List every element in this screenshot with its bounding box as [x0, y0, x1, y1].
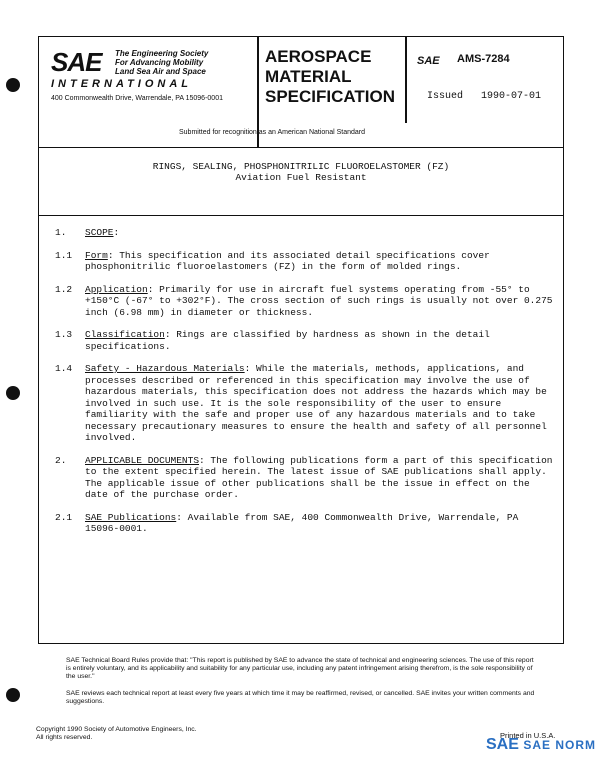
ansi-submission-note: Submitted for recognition as an American National Standard [179, 129, 365, 136]
document-frame [38, 36, 564, 644]
section-1-2: 1.2 Application: Primarily for use in aircraft fuel systems operating from -55° to +150°C (-67° to +302°F). The cross section of such rings is usually not over 0.275 inch (6.98 mm) in diameter or thickness. [55, 283, 553, 318]
section-1-4: 1.4 Safety - Hazardous Materials: While the materials, methods, applications, and processes described or referenced in this specification may involve the use of hazardous materials, this specification does not address the hazards which may be involved in such use. It is the sole responsibility of the user to ensure familiarity with the safe and proper use of any hazardous materials and to take necessary precautionary measures to ensure the health and safety of all personnel involved. [55, 363, 547, 443]
binder-hole-bottom [6, 688, 20, 702]
spec-subtitle: Aviation Fuel Resistant [235, 172, 367, 183]
spec-title-band [39, 147, 563, 216]
technical-board-rules: SAE Technical Board Rules provide that: "This report is published by SAE to advance the state of technical and engineering sciences. The use of this report is entirely voluntary, and its applicability and suitability for any particular use, including any patent infringement arising therefrom, is the sole responsibility of the user." [66, 657, 534, 680]
document-header [39, 37, 563, 148]
spec-type-title: AEROSPACE MATERIAL SPECIFICATION [265, 47, 396, 106]
review-notice: SAE reviews each technical report at least every five years at which time it may be reaffirmed, revised, or cancelled. SAE invites your written comments and suggestions. [66, 690, 535, 705]
section-2-1: 2.1 SAE Publications: Available from SAE, 400 Commonwealth Drive, Warrendale, PA 15096-0001. [55, 511, 519, 534]
printed-in-usa: Printed in U.S.A. [500, 731, 556, 740]
sae-norm-watermark: SAE SAE NORM [486, 736, 597, 753]
sae-address: 400 Commonwealth Drive, Warrendale, PA 15096-0001 [51, 95, 223, 102]
section-2: 2. APPLICABLE DOCUMENTS: The following publications form a part of this specification to the extent specified herein. The latest issue of SAE publications shall apply. The applicable issue of other publications shall be the issue in effect on the date of the purchase order. [55, 454, 553, 500]
spec-body [55, 227, 555, 546]
binder-hole-middle [6, 386, 20, 400]
ams-number: AMS-7284 [457, 53, 510, 65]
international-label: INTERNATIONAL [51, 78, 193, 90]
ams-number-box [407, 37, 563, 147]
section-1: 1. SCOPE: [55, 227, 120, 238]
copyright-notice: Copyright 1990 Society of Automotive Engineers, Inc. All rights reserved. [36, 726, 197, 741]
spec-title: RINGS, SEALING, PHOSPHONITRILIC FLUOROELASTOMER (FZ) [152, 161, 450, 172]
issue-date: Issued 1990-07-01 [427, 91, 542, 102]
sae-logo: SAE [51, 47, 102, 77]
society-tagline: The Engineering Society For Advancing Mobility Land Sea Air and Space [115, 49, 209, 76]
section-1-3: 1.3 Classification: Rings are classified by hardness as shown in the detail specifications. [55, 329, 490, 352]
section-1-1: 1.1 Form: This specification and its associated detail specifications cover phosphonitrilic fluoroelastomers (FZ) in the form of molded rings. [55, 249, 490, 272]
sae-small-logo: SAE [417, 55, 440, 67]
binder-hole-top [6, 78, 20, 92]
